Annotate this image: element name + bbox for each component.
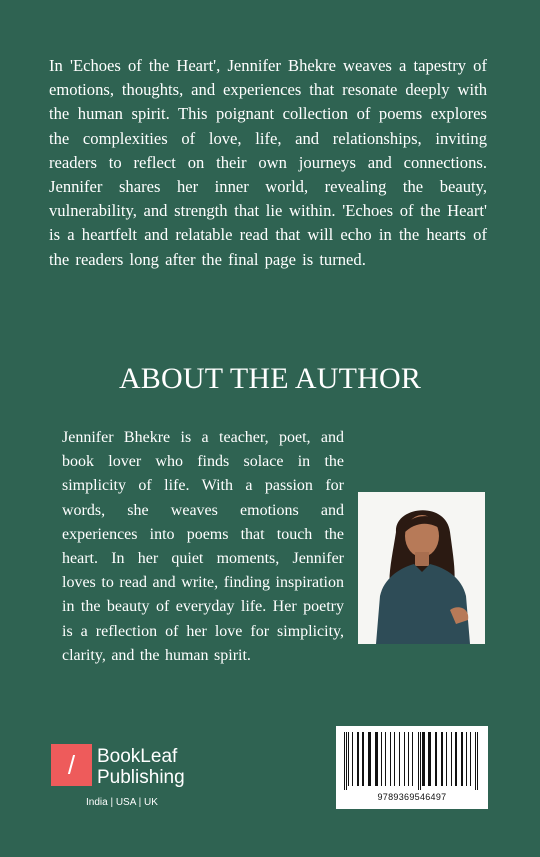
barcode-bar bbox=[381, 732, 382, 786]
about-author-heading: ABOUT THE AUTHOR bbox=[118, 362, 422, 395]
bookleaf-logo-icon bbox=[51, 744, 92, 786]
logo-slash-glyph: / bbox=[67, 750, 76, 780]
barcode-bar bbox=[412, 732, 413, 786]
author-photo bbox=[358, 492, 485, 644]
barcode-bar bbox=[375, 732, 378, 786]
barcode-bar bbox=[422, 732, 425, 786]
barcode-bar bbox=[461, 732, 463, 786]
isbn-number: 9789369546497 bbox=[377, 792, 447, 802]
barcode-bar bbox=[362, 732, 364, 786]
isbn-barcode bbox=[336, 726, 488, 809]
barcode-bar bbox=[441, 732, 443, 786]
barcode-bar bbox=[344, 732, 345, 790]
barcode-icon bbox=[342, 732, 482, 790]
author-portrait-illustration bbox=[358, 492, 485, 644]
barcode-bar bbox=[428, 732, 431, 786]
author-bio: Jennifer Bhekre is a teacher, poet, and book lover who finds solace in the simplicity of life. With a passion for words, she weaves emotions and experiences into poems that touch the heart. In her quiet moments, Jennifer loves to read and write, finding inspiration in the beauty of everyday life. Her poetry is a reflection of her love for simplicity, clarity, and the human spirit. bbox=[62, 429, 344, 664]
barcode-bar bbox=[394, 732, 395, 786]
barcode-bar bbox=[451, 732, 452, 786]
publisher-name bbox=[97, 746, 185, 788]
publisher-tagline: India | USA | UK bbox=[86, 797, 158, 808]
barcode-bar bbox=[475, 732, 476, 790]
barcode-bar bbox=[466, 732, 467, 786]
barcode-bar bbox=[418, 732, 419, 790]
barcode-bar bbox=[404, 732, 405, 786]
barcode-bar bbox=[368, 732, 371, 786]
barcode-bar bbox=[470, 732, 471, 786]
barcode-bar bbox=[446, 732, 447, 786]
barcode-bar bbox=[420, 732, 421, 790]
publisher-name-line1: BookLeaf bbox=[97, 746, 178, 767]
publisher-logo bbox=[51, 744, 211, 816]
barcode-bar bbox=[390, 732, 391, 786]
publisher-name-line2: Publishing bbox=[97, 767, 185, 788]
barcode-bar bbox=[455, 732, 457, 786]
barcode-bar bbox=[348, 732, 349, 786]
barcode-bar bbox=[477, 732, 478, 790]
barcode-bar bbox=[435, 732, 437, 786]
barcode-bar bbox=[352, 732, 353, 786]
book-blurb: In 'Echoes of the Heart', Jennifer Bhekre weaves a tapestry of emotions, thoughts, and experiences that resonate deeply with the human spirit. This poignant collection of poems explores the complexities of love, life, and relationships, inviting readers to reflect on their own journeys and connections. Jennifer shares her inner world, revealing the beauty, vulnerability, and strength that lie within. 'Echoes of the Heart' is a heartfelt and relatable read that will echo in the hearts of the readers long after the final page is turned. bbox=[49, 56, 487, 269]
barcode-bar bbox=[408, 732, 409, 786]
barcode-bar bbox=[346, 732, 347, 790]
barcode-bar bbox=[357, 732, 359, 786]
barcode-bar bbox=[385, 732, 386, 786]
barcode-bar bbox=[399, 732, 400, 786]
